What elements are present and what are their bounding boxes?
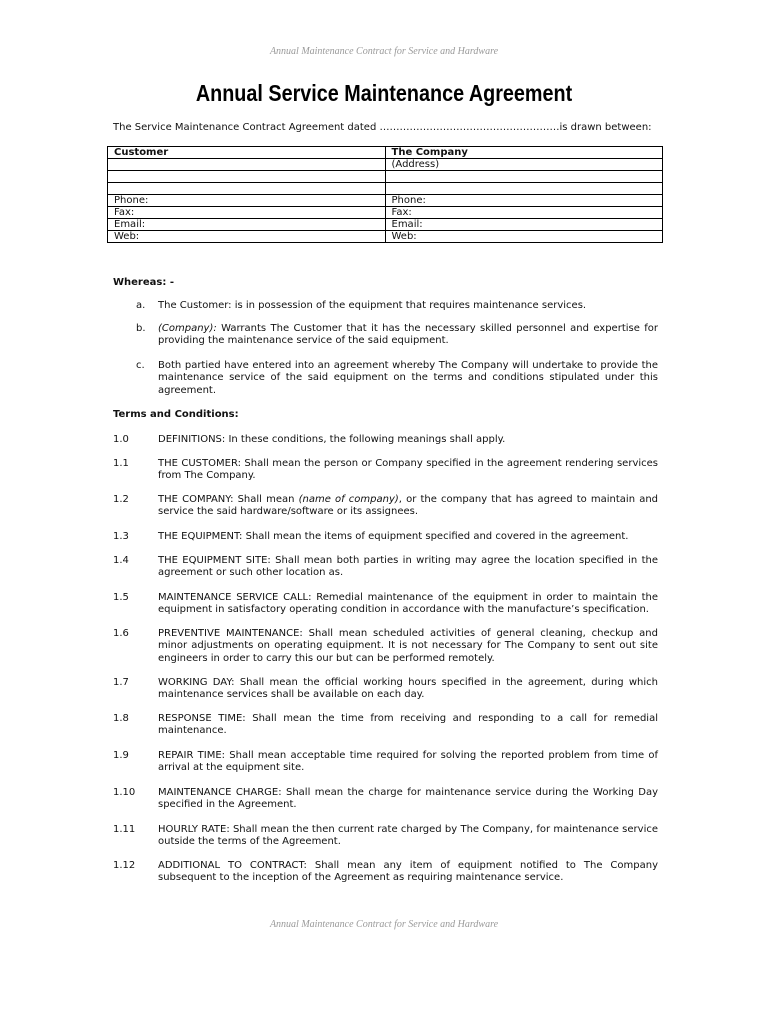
term-1-11 <box>113 824 658 849</box>
term-1-9 <box>113 750 658 775</box>
term-text-part: THE COMPANY: Shall mean <box>158 494 299 505</box>
term-1-3 <box>113 531 658 543</box>
whereas-text: The Customer: is in possession of the equipment that requires maintenance services. <box>158 300 587 311</box>
terms-heading: Terms and Conditions: <box>113 409 239 420</box>
intro-sentence: The Service Maintenance Contract Agreement dated ………………………………………………is drawn between: <box>113 122 652 133</box>
company-email: Email: <box>385 219 663 231</box>
term-text: PREVENTIVE MAINTENANCE: Shall mean scheduled activities of general cleaning, checkup and minor adjustments on operating equipment. It is not necessary for The Company to sent out site engineers in order to carry this our but can be performed remotely. <box>158 628 658 664</box>
whereas-marker: c. <box>136 360 145 371</box>
term-text: DEFINITIONS: In these conditions, the following meanings shall apply. <box>158 434 506 445</box>
company-address-line-2 <box>385 171 663 183</box>
whereas-marker: a. <box>136 300 146 311</box>
whereas-text: Both partied have entered into an agreement whereby The Company will undertake to provide the maintenance service of the said equipment on the terms and conditions stipulated under this agreement. <box>158 360 658 396</box>
running-header: Annual Maintenance Contract for Service and Hardware <box>269 46 499 57</box>
term-text: REPAIR TIME: Shall mean acceptable time required for solving the reported problem from time of arrival at the equipment site. <box>158 750 658 774</box>
term-number: 1.7 <box>113 677 129 688</box>
page-title: Annual Service Maintenance Agreement <box>195 80 573 106</box>
customer-phone: Phone: <box>108 195 386 207</box>
term-text: MAINTENANCE CHARGE: Shall mean the charge for maintenance service during the Working Day specified in the Agreement. <box>158 787 658 811</box>
whereas-marker: b. <box>136 323 146 334</box>
whereas-heading: Whereas: - <box>113 277 174 288</box>
term-number: 1.9 <box>113 750 129 761</box>
company-address-line-3 <box>385 183 663 195</box>
term-1-7 <box>113 677 658 702</box>
whereas-text-body: Warrants The Customer that it has the necessary skilled personnel and expertise for providing the maintenance service of the said equipment. <box>158 323 658 347</box>
term-1-2 <box>113 494 658 519</box>
term-1-6 <box>113 628 658 665</box>
company-header: The Company <box>385 147 663 159</box>
company-phone: Phone: <box>385 195 663 207</box>
company-web: Web: <box>385 231 663 243</box>
whereas-item-c <box>113 360 658 397</box>
term-number: 1.6 <box>113 628 129 639</box>
term-text: ADDITIONAL TO CONTRACT: Shall mean any item of equipment notified to The Company subsequent to the inception of the Agreement as requiring maintenance service. <box>158 860 658 884</box>
parties-table <box>107 146 663 243</box>
term-number: 1.0 <box>113 434 129 445</box>
term-text: MAINTENANCE SERVICE CALL: Remedial maintenance of the equipment in order to maintain the equipment in satisfactory operating condition in accordance with the manufacture’s specification. <box>158 592 658 616</box>
company-name-placeholder: (name of company) <box>298 494 399 505</box>
whereas-item-a <box>113 300 658 312</box>
customer-header: Customer <box>108 147 386 159</box>
company-address-cell: (Address) <box>385 159 663 171</box>
customer-fax: Fax: <box>108 207 386 219</box>
term-1-0 <box>113 434 658 446</box>
customer-web: Web: <box>108 231 386 243</box>
term-1-5 <box>113 592 658 617</box>
term-1-10 <box>113 787 658 812</box>
whereas-item-b <box>113 323 658 348</box>
term-number: 1.11 <box>113 824 136 835</box>
term-number: 1.8 <box>113 713 129 724</box>
term-text: WORKING DAY: Shall mean the official working hours specified in the agreement, during which maintenance services shall be available on each day. <box>158 677 658 701</box>
term-number: 1.2 <box>113 494 129 505</box>
whereas-text <box>158 323 658 348</box>
term-1-12 <box>113 860 658 885</box>
customer-address-line-2 <box>108 171 386 183</box>
company-placeholder: (Company): <box>158 323 217 334</box>
term-1-8 <box>113 713 658 738</box>
term-1-1 <box>113 458 658 483</box>
company-fax: Fax: <box>385 207 663 219</box>
term-text: THE CUSTOMER: Shall mean the person or Company specified in the agreement rendering services from The Company. <box>158 458 658 482</box>
term-1-4 <box>113 555 658 580</box>
term-text <box>158 494 658 519</box>
term-number: 1.10 <box>113 787 136 798</box>
term-number: 1.1 <box>113 458 129 469</box>
term-text: THE EQUIPMENT SITE: Shall mean both parties in writing may agree the location specified in the agreement or such other location as. <box>158 555 658 579</box>
customer-address-cell <box>108 159 386 171</box>
customer-email: Email: <box>108 219 386 231</box>
term-text: HOURLY RATE: Shall mean the then current rate charged by The Company, for maintenance service outside the terms of the Agreement. <box>158 824 658 848</box>
term-number: 1.4 <box>113 555 129 566</box>
term-text: RESPONSE TIME: Shall mean the time from receiving and responding to a call for remedial maintenance. <box>158 713 658 737</box>
term-text-part: , or the company that has agreed to maintain and service the said hardware/software or its assignees. <box>158 494 659 518</box>
term-number: 1.3 <box>113 531 129 542</box>
term-number: 1.5 <box>113 592 129 603</box>
running-footer: Annual Maintenance Contract for Service and Hardware <box>269 919 499 930</box>
term-number: 1.12 <box>113 860 136 871</box>
customer-address-line-3 <box>108 183 386 195</box>
term-text: THE EQUIPMENT: Shall mean the items of equipment specified and covered in the agreement. <box>158 531 629 542</box>
